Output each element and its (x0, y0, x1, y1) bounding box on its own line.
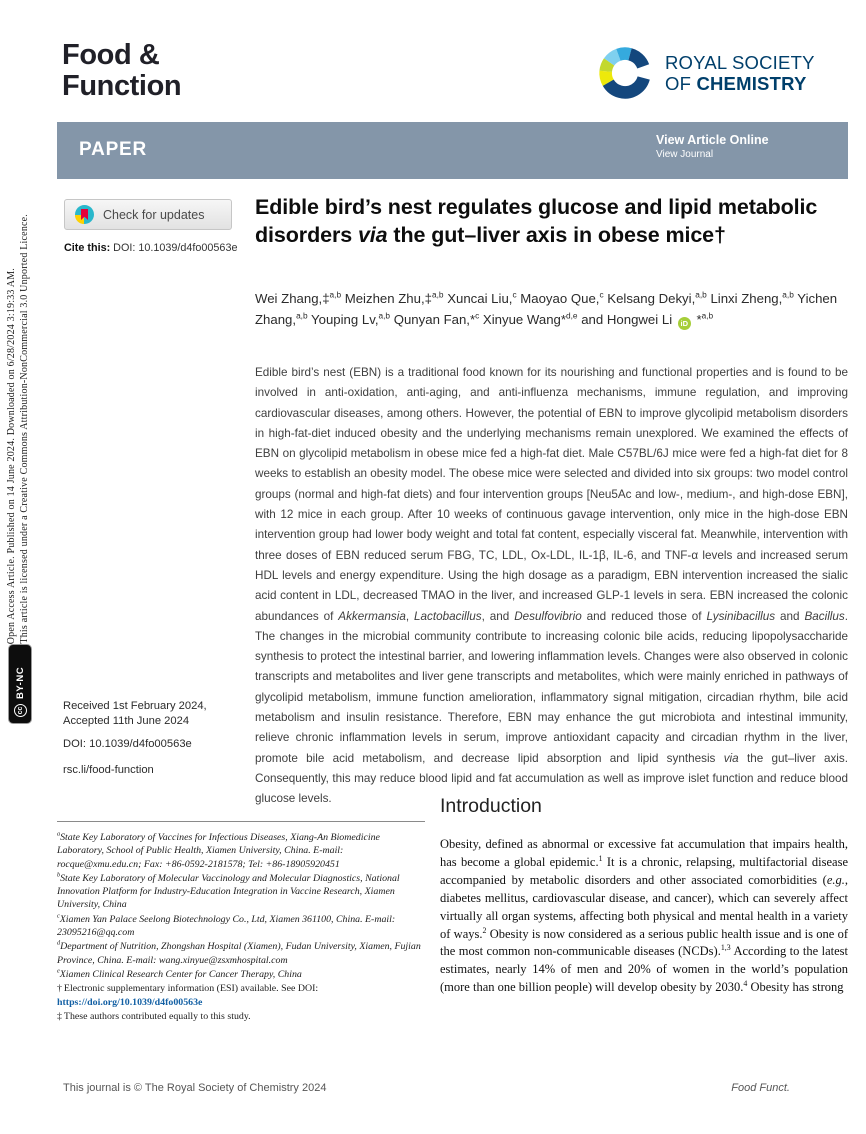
banner-links (656, 133, 769, 160)
article-type-label: PAPER (79, 139, 148, 160)
cite-this-doi: DOI: 10.1039/d4fo00563e (110, 242, 238, 254)
check-for-updates-label: Check for updates (103, 207, 205, 222)
rsc-wordmark-line1: ROYAL SOCIETY (665, 51, 815, 73)
journal-name-line2: Function (62, 70, 182, 102)
rsc-wordmark-line2: OF CHEMISTRY (665, 73, 807, 94)
rsc-wordmark (665, 52, 815, 95)
footnote-divider (57, 821, 425, 822)
received-date: Received 1st February 2024, (63, 700, 207, 712)
view-journal-link[interactable]: View Journal (656, 149, 714, 160)
crossmark-icon (75, 205, 94, 224)
introduction-paragraph: Obesity, defined as abnormal or excessive fat accumulation that impairs health, has become a global epidemic.$^1$ It is a chronic, relapsing, multifactorial disease accompanied by metabolic disorders and other associated comorbidities (e.g., diabetes mellitus, cardiovascular disease, and cancer), which can severely affect virtually all organ systems, affecting both physical and mental health in a variety of ways.$^2$ Obesity is now considered as a serious public health issue and is one of the most common non-communicable diseases (NCDs).$^{1,3}$ According to the latest estimates, nearly 14% of men and 20% of women in the world’s population (more than one billion people) will develop obesity by 2030.$^4$ Obesity has strong (440, 837, 849, 995)
footnotes-block (57, 831, 429, 1024)
affiliation-e: $^e$Xiamen Clinical Research Center for Cancer Therapy, China (57, 967, 302, 980)
license-note: This article is licensed under a Creative Commons Attribution-NonCommercial 3.0 Unported Licence. (19, 214, 30, 644)
journal-abbreviation: Food Funct. (731, 1082, 790, 1094)
paper-banner (57, 122, 848, 179)
cite-this (64, 242, 237, 254)
journal-url-link[interactable]: rsc.li/food-function (63, 763, 154, 776)
article-meta (63, 699, 249, 777)
cc-badge-wrap (8, 644, 32, 724)
affiliation-d: $^d$Department of Nutrition, Zhongshan Hospital (Xiamen), Fudan University, Xiamen, Fujian Province, China. E-mail: wang.xinyue@zsxmhospital.com (57, 940, 421, 966)
abstract-text: Edible bird’s nest (EBN) is a traditional food known for its nourishing and functional properties and is found to be involved in anti-oxidation, anti-aging, and anti-influenza mechanisms, immune regulation, and improving cardiovascular diseases, among others. However, the potential of EBN to improve glycolipid metabolism disorders in high-fat-diet induced obesity and the underlying mechanisms remain unexplored. We examined the effects of EBN on glycolipid metabolism in obese mice fed a high-fat diet. Male C57BL/6J mice were fed a high-fat diet for 8 weeks to establish an obesity model. The obese mice were selected and divided into six groups: two model control groups (normal and high-fat diets) and four intervention groups [Neu5Ac and low-, medium-, and high-dose EBN], with 12 mice in each group. After 10 weeks of continuous gavage intervention, only mice in the high-dose EBN intervention group had lower body weight and total fat content, especially visceral fat. Meanwhile, intervention with three doses of EBN reduced serum FBG, TC, LDL, Ox-LDL, IL-1β, IL-6, and TNF-α levels and increased serum HDL levels and energy expenditure. Using the high dosage as a paradigm, EBN intervention increased the sialic acid content in LDL, decreased TMAO in the liver, and increased GLP-1 levels in sera. EBN increased the colonic abundances of Akkermansia, Lactobacillus, and Desulfovibrio and reduced those of Lysinibacillus and Bacillus. The changes in the microbial community contribute to increasing colonic bile acids, reducing lipopolysaccharide synthesis to protect the intestinal barrier, and lowering inflammation levels. Changes were also observed in colonic transcripts and metabolites and liver gene transcripts and metabolites, which were mainly enriched in pathways of glycolipid metabolism, immune function amelioration, inflammatory signal mitigation, circadian rhythm, bile acid metabolism and insulin resistance. Therefore, EBN may enhance the gut microbiota and intestinal immunity, relieve chronic inflammation levels in serum, improve antioxidant capacity and circadian rhythm in the liver, promote bile acid metabolism, and decrease lipid absorption and lipid synthesis via the gut–liver axis. Consequently, this may reduce blood lipid and fat accumulation as well as improve islet function and reduce blood glucose levels. (255, 366, 848, 806)
esi-footnote: † Electronic supplementary information (ESI) available. See DOI: https://doi.org/10.1039/d4fo00563e (57, 983, 319, 1008)
affiliation-a: $^a$State Key Laboratory of Vaccines for Infectious Diseases, Xiang-An Biomedicine Laboratory, School of Public Health, Xiamen University, China. E-mail: rocque@xmu.edu.cn; Fax: +86-0592-2181578; Tel: +86-18905920451 (57, 830, 380, 870)
cc-by-nc-badge[interactable] (8, 644, 32, 724)
section-heading-introduction: Introduction (440, 795, 542, 817)
cite-this-label: Cite this: (64, 242, 111, 254)
open-access-note: Open Access Article. Published on 14 June 2024. Downloaded on 6/28/2024 3:19:33 AM. (6, 267, 17, 644)
article-title: Edible bird’s nest regulates glucose and lipid metabolic disorders via the gut–liver axis in obese mice† (255, 195, 818, 247)
accepted-date: Accepted 11th June 2024 (63, 714, 190, 727)
affiliation-b: $^b$State Key Laboratory of Molecular Vaccinology and Molecular Diagnostics, National Innovation Platform for Industry-Education Integration in Vaccine Research, Xiamen University, China (57, 871, 400, 911)
journal-name-line1: Food & (62, 39, 160, 71)
affiliation-c: $^c$Xiamen Yan Palace Seelong Biotechnology Co., Ltd, Xiamen 361100, China. E-mail: 23095216@qq.com (57, 912, 396, 939)
equal-contribution-footnote: ‡ These authors contributed equally to this study. (57, 1010, 251, 1022)
copyright-line: This journal is © The Royal Society of Chemistry 2024 (63, 1082, 327, 1094)
license-strip (6, 118, 30, 644)
rsc-logo (594, 42, 815, 104)
view-article-online-link[interactable]: View Article Online (656, 133, 769, 147)
article-doi: DOI: 10.1039/d4fo00563e (63, 738, 192, 750)
cc-icon: cc (14, 704, 27, 717)
check-for-updates-button[interactable] (64, 199, 232, 230)
cc-badge-label: BY-NC (14, 666, 26, 699)
rsc-c-mark-icon (594, 42, 656, 104)
author-list: Wei Zhang,‡$^{a,b}$ Meizhen Zhu,‡$^{a,b}$ Xuncai Liu,$^c$ Maoyao Que,$^c$ Kelsang Dekyi,$^{a,b}$ Linxi Zheng,$^{a,b}$ Yichen Zhang,$^{a,b}$ Youping Lv,$^{a,b}$ Qunyan Fan,*$^c$ Xinyue Wang*$^{d,e}$ and Hongwei Li iD *$^{a,b}$ (255, 289, 838, 328)
journal-name (62, 40, 181, 102)
